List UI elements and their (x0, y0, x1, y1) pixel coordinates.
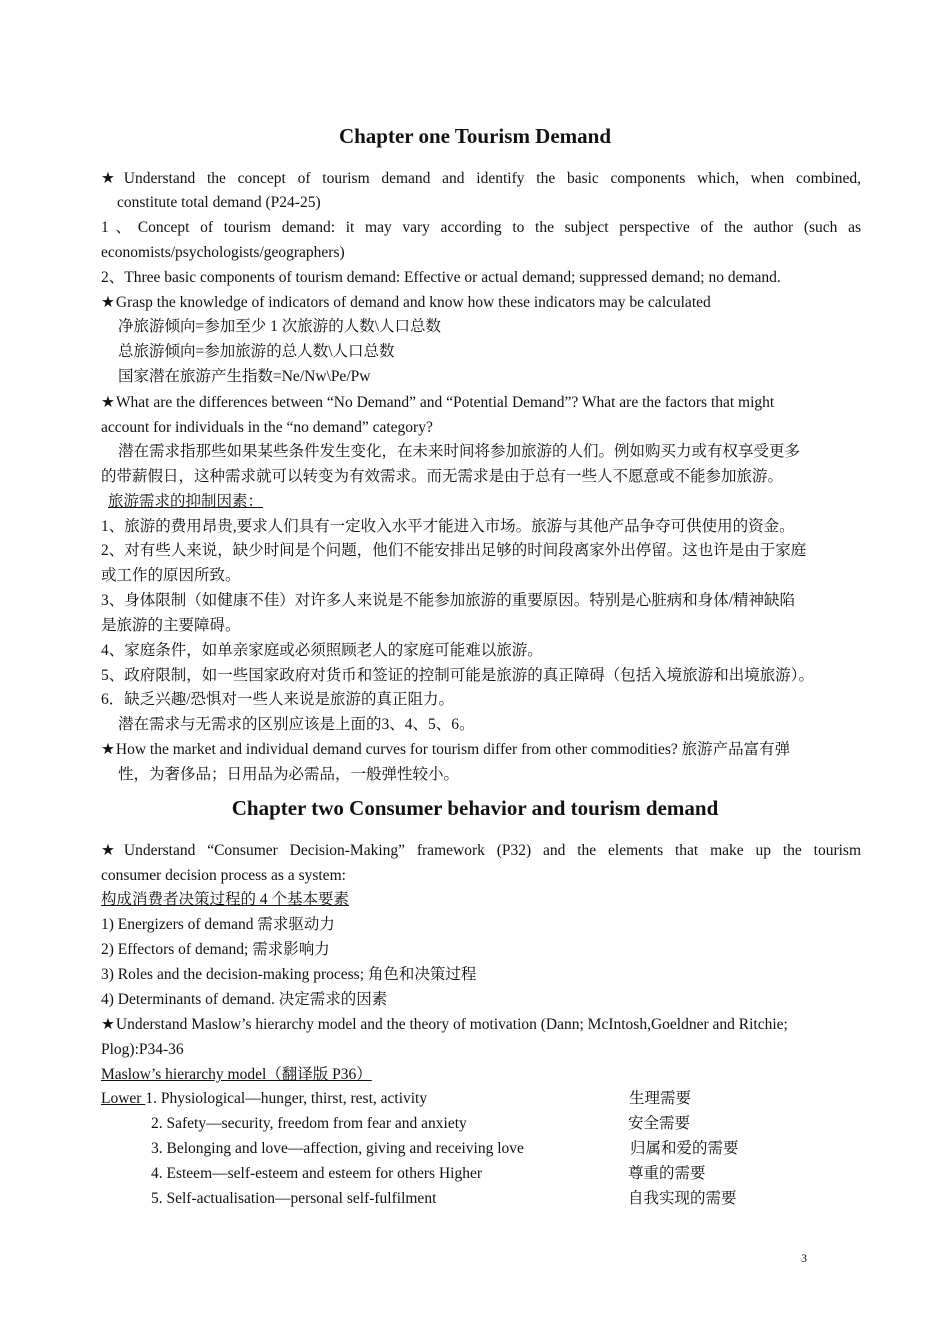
maslow-level-1-zh: 生理需要 (629, 1090, 692, 1107)
elements-heading: 构成消费者决策过程的 4 个基本要素 (101, 891, 350, 908)
maslow-level-1-text: 1. Physiological—hunger, thirst, rest, activity (145, 1090, 428, 1107)
inhibitor-5: 5、政府限制，如一些国家政府对货币和签证的控制可能是旅游的真正障碍（包括入境旅游和出境旅游）。 (101, 667, 815, 684)
paragraph-2: 2、Three basic components of tourism demand: Effective or actual demand; suppressed demand; no demand. (101, 269, 781, 286)
element-3: 3) Roles and the decision-making process; 角色和决策过程 (101, 966, 477, 983)
element-4: 4) Determinants of demand. 决定需求的因素 (101, 991, 388, 1008)
objective-4-line1 (101, 740, 790, 760)
paragraph-1-line2: economists/psychologists/geographers) (101, 244, 345, 261)
maslow-level-1 (101, 1089, 427, 1109)
inhibitor-3-line2: 是旅游的主要障碍。 (101, 617, 241, 634)
star-bullet-icon: ★ (101, 741, 115, 758)
answer-line1: 潜在需求指那些如果某些条件发生变化，在未来时间将参加旅游的人们。例如购买力或有权享受更多 (118, 443, 801, 460)
ch2-objective-1-text: Understand “Consumer Decision-Making” framework (P32) and the elements that make up the tourism (123, 842, 862, 859)
ch2-objective-1-line1 (101, 841, 861, 861)
objective-2-text: Grasp the knowledge of indicators of demand and know how these indicators may be calculated (115, 294, 711, 311)
objective-2 (101, 293, 711, 313)
inhibitors-heading: 旅游需求的抑制因素： (108, 493, 264, 510)
paragraph-1-line1: 1、Concept of tourism demand: it may vary according to the subject perspective of the author (such as (101, 219, 861, 236)
star-bullet-icon: ★ (101, 394, 115, 411)
page-number: 3 (801, 1251, 807, 1265)
star-bullet-icon: ★ (101, 294, 115, 311)
element-2: 2) Effectors of demand; 需求影响力 (101, 941, 330, 958)
ch2-objective-2-line2: Plog):P34-36 (101, 1041, 184, 1058)
maslow-level-4-zh: 尊重的需要 (628, 1165, 706, 1182)
lower-label: Lower (101, 1090, 146, 1107)
maslow-level-5: 5. Self-actualisation—personal self-fulfilment (151, 1190, 437, 1207)
objective-4-line2: 性，为奢侈品；日用品为必需品，一般弹性较小。 (118, 766, 460, 783)
star-bullet-icon: ★ (101, 1016, 115, 1033)
ch2-objective-2-line1 (101, 1015, 788, 1035)
maslow-level-3: 3. Belonging and love—affection, giving and receiving love (151, 1140, 524, 1157)
difference-note: 潜在需求与无需求的区别应该是上面的3、4、5、6。 (118, 716, 475, 733)
star-bullet-icon: ★ (101, 170, 123, 187)
answer-line2: 的带薪假日，这种需求就可以转变为有效需求。而无需求是由于总有一些人不愿意或不能参加旅游。 (101, 468, 784, 485)
objective-3-line2: account for individuals in the “no demand” category? (101, 419, 433, 436)
formula-1: 净旅游倾向=参加至少 1 次旅游的人数\人口总数 (118, 318, 442, 335)
maslow-level-4: 4. Esteem—self-esteem and esteem for others Higher (151, 1165, 482, 1182)
inhibitor-4: 4、家庭条件，如单亲家庭或必须照顾老人的家庭可能难以旅游。 (101, 642, 543, 659)
objective-3-line1 (101, 393, 774, 413)
formula-2: 总旅游倾向=参加旅游的总人数\人口总数 (118, 343, 395, 360)
inhibitor-1: 1、旅游的费用昂贵,要求人们具有一定收入水平才能进入市场。旅游与其他产品争夺可供使用的资金。 (101, 518, 795, 535)
inhibitor-2-line1: 2、对有些人来说，缺少时间是个问题，他们不能安排出足够的时间段离家外出停留。这也许是由于家庭 (101, 542, 807, 559)
objective-3-text: What are the differences between “No Demand” and “Potential Demand”? What are the factors that might (115, 394, 775, 411)
maslow-heading: Maslow’s hierarchy model（翻译版 P36） (101, 1066, 372, 1083)
objective-1-line2: constitute total demand (P24-25) (117, 194, 321, 211)
chapter-one-title: Chapter one Tourism Demand (338, 124, 612, 148)
objective-4-text: How the market and individual demand curves for tourism differ from other commodities? 旅游产品富有弹 (115, 741, 791, 758)
formula-3: 国家潜在旅游产生指数=Ne/Nw\Pe/Pw (118, 368, 371, 385)
maslow-level-3-zh: 归属和爱的需要 (630, 1140, 739, 1157)
maslow-level-2: 2. Safety—security, freedom from fear and anxiety (151, 1115, 467, 1132)
objective-1-text: Understand the concept of tourism demand and identify the basic components which, when combined, (123, 170, 862, 187)
ch2-objective-2-text: Understand Maslow’s hierarchy model and the theory of motivation (Dann; McIntosh,Goeldner and Ritchie; (115, 1016, 788, 1033)
maslow-level-2-zh: 安全需要 (628, 1115, 691, 1132)
star-bullet-icon: ★ (101, 842, 123, 859)
maslow-level-5-zh: 自我实现的需要 (628, 1190, 737, 1207)
ch2-objective-1-line2: consumer decision process as a system: (101, 867, 346, 884)
inhibitor-3-line1: 3、身体限制（如健康不佳）对许多人来说是不能参加旅游的重要原因。特别是心脏病和身体/精神缺陷 (101, 592, 796, 609)
objective-1-line1 (101, 169, 861, 189)
inhibitor-2-line2: 或工作的原因所致。 (101, 567, 241, 584)
inhibitor-6: 6．缺乏兴趣/恐惧对一些人来说是旅游的真正阻力。 (101, 691, 455, 708)
element-1: 1) Energizers of demand 需求驱动力 (101, 916, 335, 933)
chapter-two-title: Chapter two Consumer behavior and tourism demand (231, 796, 719, 820)
